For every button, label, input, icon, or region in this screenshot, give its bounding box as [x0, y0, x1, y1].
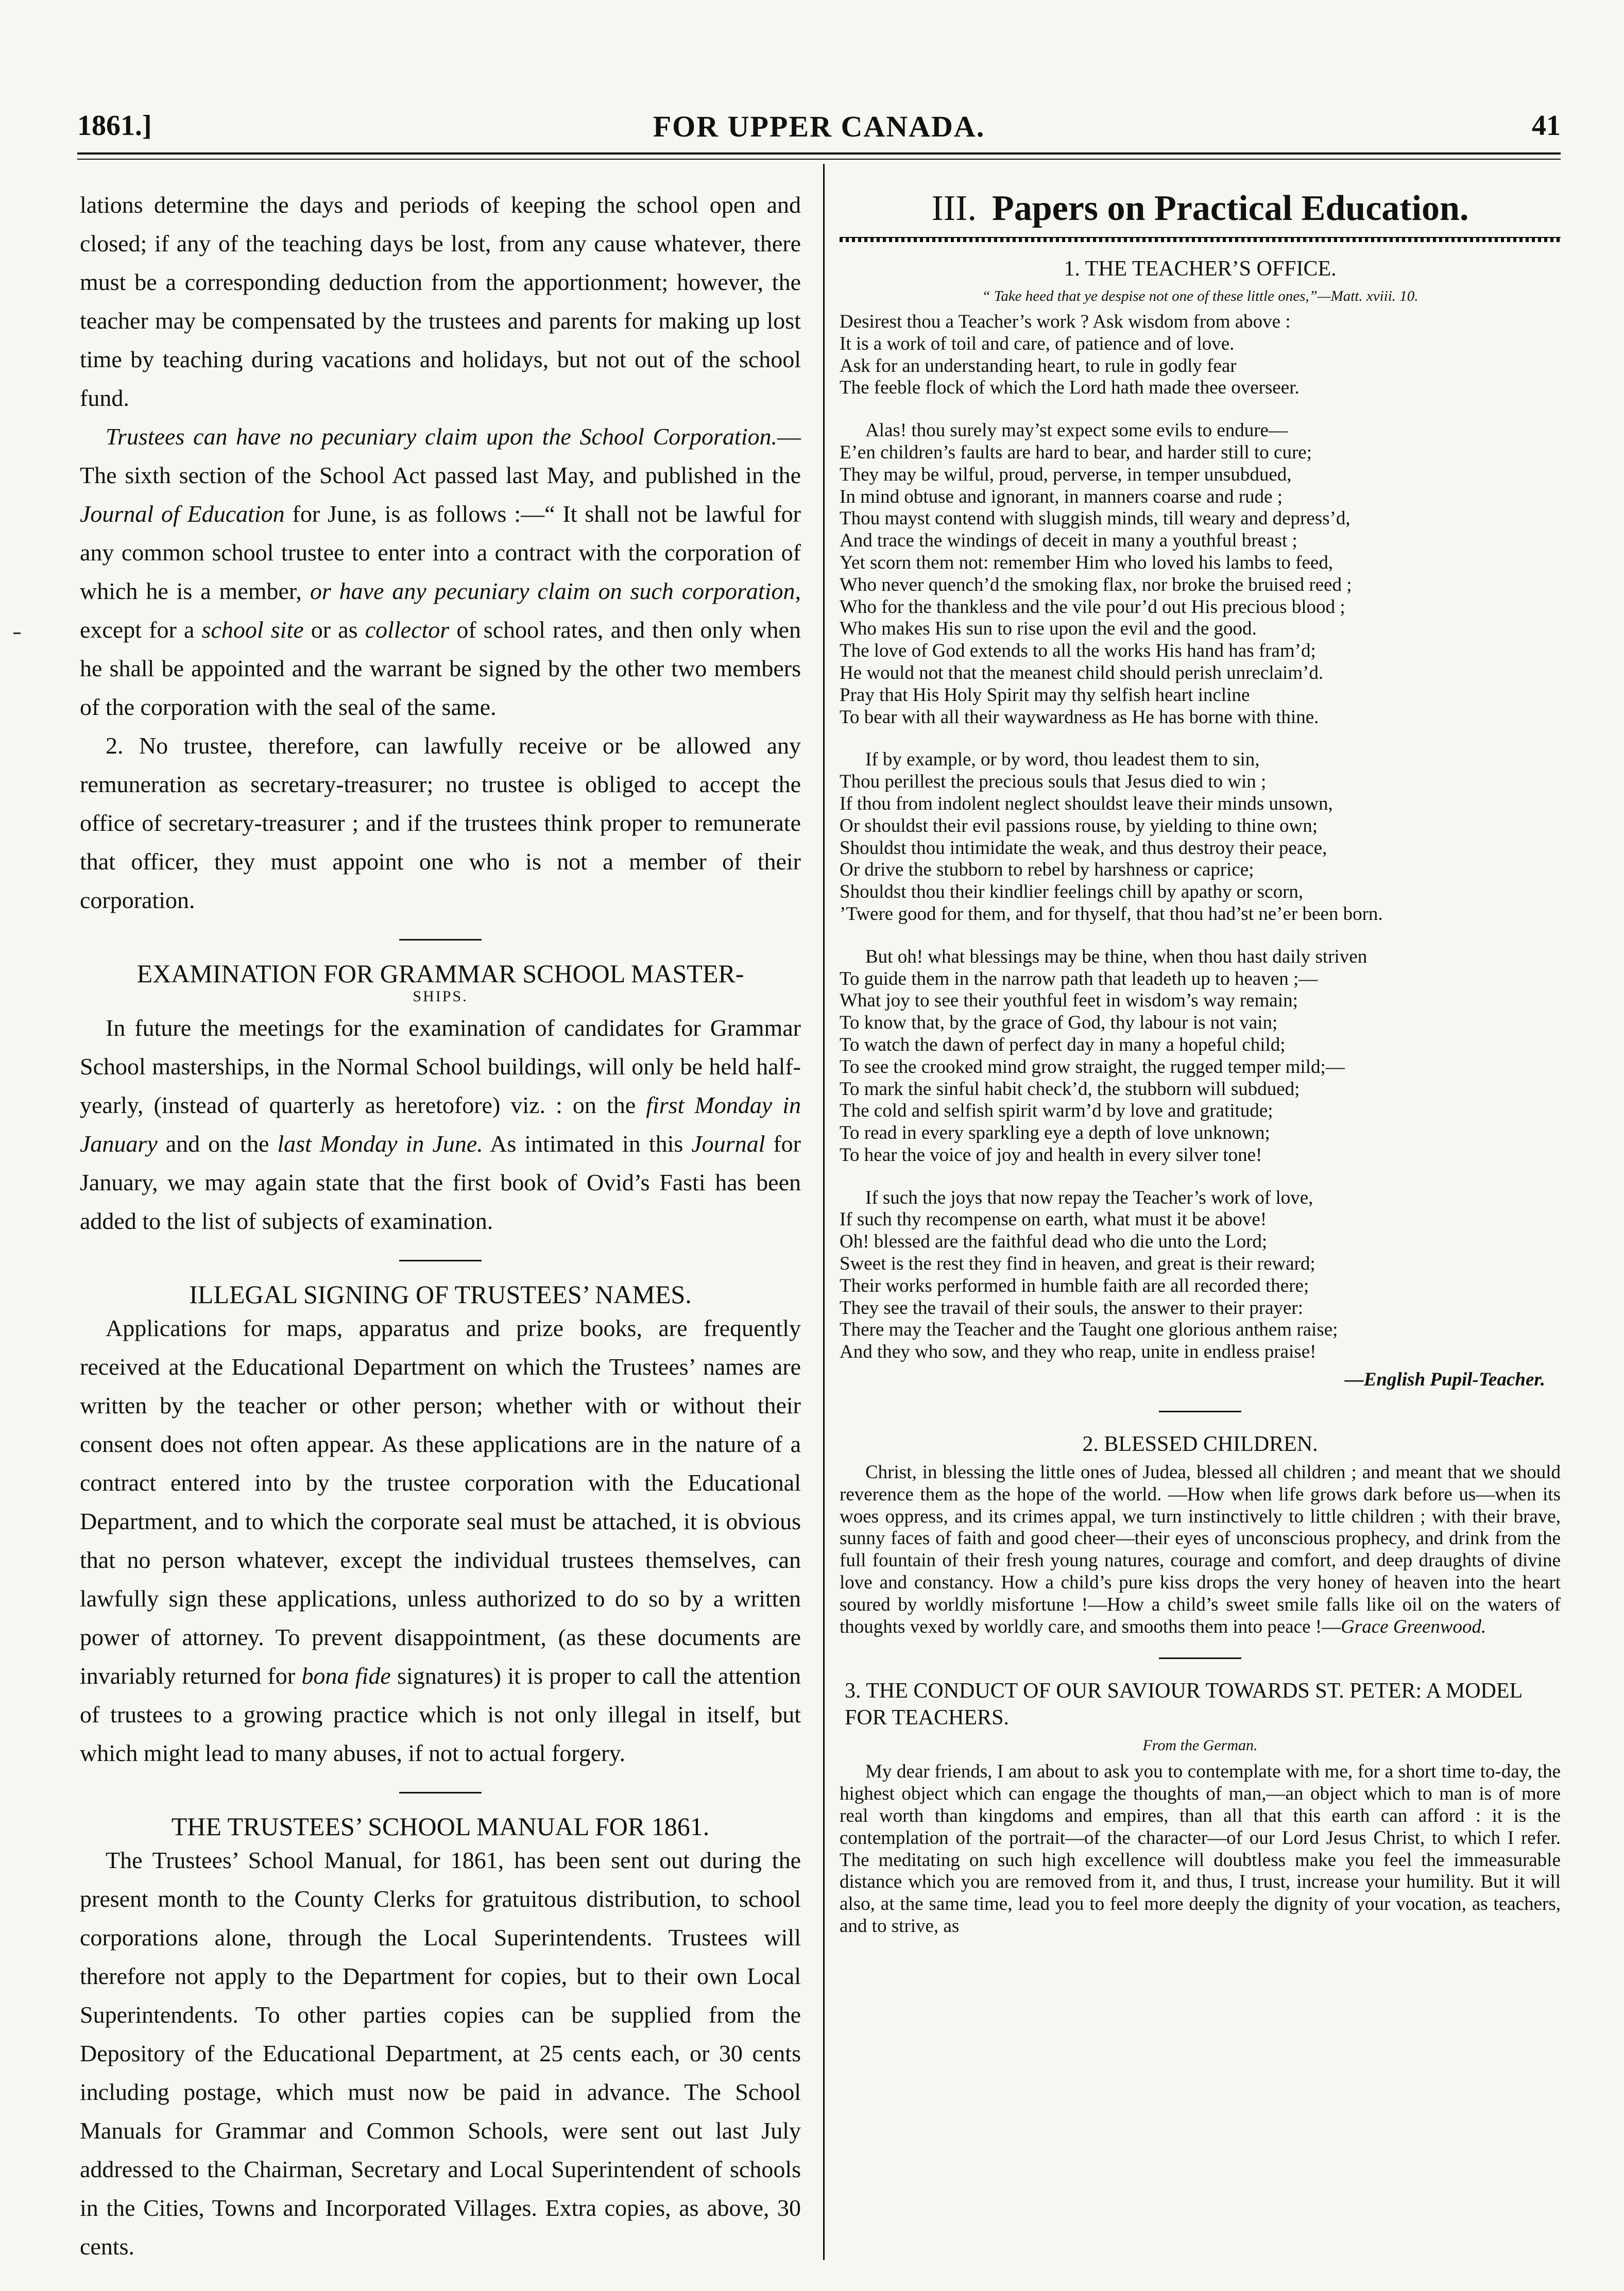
section-rule [399, 939, 482, 941]
exam-run-italic2: last Monday in June. [277, 1131, 483, 1157]
poem-line: The cold and selfish spirit warm’d by love and gratitude; [840, 1100, 1273, 1122]
trustees-paragraph [80, 417, 801, 726]
poem-line: Pray that His Holy Spirit may thy selfish heart incline [840, 684, 1250, 706]
poem-line: If thou from indolent neglect shouldst leave their minds unsown, [840, 793, 1333, 814]
trustees-run-e: of school rates, and then only when he shall be appointed and the warrant be signed by the other two members of the corporation with the seal of the same. [80, 617, 801, 720]
conduct-saviour-source: From the German. [1142, 1737, 1258, 1754]
exam-run-a: In future the meetings for the examination of candidates for Grammar School masterships, in the Normal School buildings, will only be held half-yearly, (instead of quarterly as heretofore) viz. : on the [80, 1015, 801, 1118]
poem-line: Shouldst thou their kindlier feelings chill by apathy or scorn, [840, 881, 1304, 903]
poem-stanza [840, 311, 1561, 399]
illegal-run-a: Applications for maps, apparatus and prize books, are frequently received at the Educational Department on which the Trustees’ names are written by the teacher or other person; whether with or without their consent does not often appear. As these applications are in the nature of a contract entered into by the trustee corporation with the Educational Department, and to which the corporate seal must be attached, it is obvious that no person whatever, except the individual trustees themselves, can lawfully sign these applications, unless authorized to do so by a written power of attorney. To prevent disappointment, (as these documents are invariably returned for [80, 1315, 801, 1689]
poem-line: Who never quench’d the smoking flax, nor broke the bruised reed ; [840, 574, 1352, 595]
page-number: 41 [1532, 110, 1561, 142]
poem-line: To see the crooked mind grow straight, the rugged temper mild;— [840, 1056, 1345, 1078]
manual-section-title: THE TRUSTEES’ SCHOOL MANUAL FOR 1861. [171, 1812, 710, 1841]
exam-paragraph [80, 1008, 801, 1240]
manual-paragraph: The Trustees’ School Manual, for 1861, has been sent out during the present month to the County Clerks for gratuitous distribution, to school corporations alone, through the Local Superintendents. Trustees will therefore not apply to the Department for copies, but to their own Local Superintendents. To other parties copies can be supplied from the Depository of the Educational Department, at 25 cents each, or 30 cents including postage, which must now be paid in advance. The School Manuals for Grammar and Common Schools, were sent out last July addressed to the Chairman, Secretary and Local Superintendent of schools in the Cities, Towns and Incorporated Villages. Extra copies, as above, 30 cents. [80, 1847, 801, 2260]
poem-line: Ask for an understanding heart, to rule in godly fear [840, 355, 1237, 377]
poem-line: And trace the windings of deceit in many a youthful breast ; [840, 530, 1297, 552]
poem-line: But oh! what blessings may be thine, when thou hast daily striven [865, 946, 1367, 967]
exam-run-d: for January, we may again state that the first book of Ovid’s Fasti has been added to the list of subjects of examination. [80, 1131, 801, 1234]
poem-line: ’Twere good for them, and for thyself, that thou had’st ne’er been born. [840, 903, 1383, 925]
conduct-saviour-title: 3. THE CONDUCT OF OUR SAVIOUR TOWARDS ST. PETER: A MODEL FOR TEACHERS. [845, 1679, 1522, 1730]
poem-line: Or drive the stubborn to rebel by harshness or caprice; [840, 859, 1254, 881]
part-heading-text: Papers on Practical Education. [992, 189, 1469, 228]
section-rule [399, 1792, 482, 1793]
teachers-office-title: 1. THE TEACHER’S OFFICE. [1064, 257, 1337, 281]
poem-line: E’en children’s faults are hard to bear, and harder still to cure; [840, 441, 1312, 463]
poem-line: Sweet is the rest they find in heaven, and great is their reward; [840, 1253, 1315, 1275]
poem-line: The love of God extends to all the works His hand has fram’d; [840, 640, 1316, 662]
poem [840, 311, 1561, 1363]
trustees-run-journal: Journal of Education [80, 501, 285, 527]
poem-line: Thou perillest the precious souls that Jesus died to win ; [840, 771, 1267, 793]
poem-stanza [840, 946, 1561, 1167]
poem-line: He would not that the meanest child should perish unreclaim’d. [840, 662, 1324, 683]
poem-line: And they who sow, and they who reap, unite in endless praise! [840, 1341, 1317, 1363]
exam-run-b: and on the [157, 1131, 278, 1157]
blessed-children-text: Christ, in blessing the little ones of Judea, blessed all children ; and meant that we should reverence them as the hope of the world. —How when life grows dark before us—when its woes oppress, and its crimes appal, we turn instinctively to little children ; with their brave, sunny faces of faith and good cheer—their eyes of unconscious prophecy, and drink from the full fountain of their fresh young natures, courage and comfort, and deep draughts of divine love and constancy. How a child’s pure kiss drops the very honey of heaven into the heart soured by worldly misfortune !—How a child’s sweet smile falls like oil on the waters of thoughts vexed by worldly care, and smooths them into peace !— [840, 1462, 1561, 1637]
poem-line: Thou mayst contend with sluggish minds, till weary and depress’d, [840, 508, 1351, 529]
blessed-children-signature: Grace Greenwood. [1341, 1616, 1486, 1637]
exam-section-title-cont: SHIPS. [413, 988, 468, 1005]
poem-line: It is a work of toil and care, of patience and of love. [840, 333, 1235, 354]
poem-line: Or shouldst their evil passions rouse, by yielding to thine own; [840, 815, 1318, 836]
exam-run-italic3: Journal [691, 1131, 765, 1157]
poem-signature: —English Pupil-Teacher. [1344, 1369, 1545, 1391]
poem-line: In mind obtuse and ignorant, in manners coarse and rude ; [840, 486, 1283, 507]
poem-line: If such thy recompense on earth, what must it be above! [840, 1209, 1267, 1230]
ornamental-rule [840, 237, 1561, 242]
header-year: 1861.] [77, 110, 152, 142]
trustees-run-italic2: school site [201, 617, 304, 643]
illegal-run-b: signatures) it is proper to call the attention of trustees to a growing practice which is not only illegal in itself, but which might lead to many abuses, if not to actual forgery. [80, 1663, 801, 1766]
teachers-office-epigraph: “ Take heed that ye despise not one of these little ones,”—Matt. xviii. 10. [982, 288, 1418, 304]
exam-run-c: As intimated in this [483, 1131, 692, 1157]
poem-line: The feeble flock of which the Lord hath made thee overseer. [840, 377, 1300, 399]
section-rule [1159, 1411, 1241, 1412]
trustees-run-title: Trustees can have no pecuniary claim upon the School Corporation. [106, 423, 777, 450]
poem-line: Who makes His sun to rise upon the evil and the good. [840, 618, 1257, 640]
poem-stanza [840, 749, 1561, 925]
poem-stanza [840, 1187, 1561, 1363]
poem-line: To watch the dawn of perfect day in many a hopeful child; [840, 1034, 1286, 1055]
poem-line: Shouldst thou intimidate the weak, and thus destroy their peace, [840, 837, 1327, 859]
left-column [80, 185, 801, 2266]
poem-line: To bear with all their waywardness as He has borne with thine. [840, 706, 1319, 728]
part-heading [840, 185, 1561, 232]
intro-paragraph: lations determine the days and periods of keeping the school open and closed; if any of the teaching days be lost, from any cause whatever, there must be a corresponding deduction from the apportionment; however, the teacher may be compensated by the trustees and parents for making up lost time by teaching during vacations and holidays, but not out of the school fund. [80, 192, 801, 411]
illegal-section-title: ILLEGAL SIGNING OF TRUSTEES’ NAMES. [189, 1280, 692, 1309]
illegal-run-italic: bona fide [301, 1663, 391, 1689]
poem-line: What joy to see their youthful feet in wisdom’s way remain; [840, 990, 1298, 1012]
header-rule-thin [77, 159, 1561, 160]
poem-line: To know that, by the grace of God, thy labour is not vain; [840, 1012, 1278, 1034]
section-rule [399, 1260, 482, 1261]
poem-line: To hear the voice of joy and health in every silver tone! [840, 1144, 1262, 1166]
poem-line: To guide them in the narrow path that leadeth up to heaven ;— [840, 968, 1318, 989]
trustees-run-a: —The sixth section of the School Act passed last May, and published in the [80, 423, 801, 488]
poem-stanza [840, 420, 1561, 728]
trustees-run-d: or as [303, 617, 365, 643]
poem-line: To read in every sparkling eye a depth of love unknown; [840, 1122, 1270, 1144]
trustees-paragraph-2: 2. No trustee, therefore, can lawfully receive or be allowed any remuneration as secretary-treasurer; no trustee is obliged to accept the office of secretary-treasurer ; and if the trustees think proper to remunerate that officer, they must appoint one who is not a member of their corporation. [80, 732, 801, 913]
illegal-paragraph [80, 1309, 801, 1772]
poem-line: To mark the sinful habit check’d, the stubborn will subdued; [840, 1078, 1300, 1100]
poem-line: If such the joys that now repay the Teacher’s work of love, [865, 1187, 1313, 1208]
trustees-run-italic1: or have any pecuniary claim on such corporation, [310, 578, 801, 604]
trustees-run-c: except for a [80, 617, 202, 643]
column-divider [823, 164, 825, 2260]
header-title: FOR UPPER CANADA. [653, 110, 985, 143]
margin-mark [13, 632, 21, 634]
right-column [840, 185, 1561, 1938]
trustees-run-b: for June, is as follows :—“ It shall not be lawful for any common school trustee to enter into a contract with the corporation of which he is a member, [80, 501, 801, 604]
conduct-saviour-paragraph: My dear friends, I am about to ask you to contemplate with me, for a short time to-day, the highest object which can engage the thoughts of man,—an object which to man is of more real worth than kingdoms and empires, than all that this earth can afford : it is the contemplation of the portrait—of the character—of our Lord Jesus Christ, to which I refer. The meditating on such high excellence will doubtless make you feel the immeasurable distance which you are removed from it, and thus, I trust, increase your humility. But it will also, at the same time, lead you to feel more deeply the dignity of your vocation, as teachers, and to strive, as [840, 1761, 1561, 1937]
blessed-children-title: 2. BLESSED CHILDREN. [1082, 1432, 1318, 1457]
poem-line: Oh! blessed are the faithful dead who die unto the Lord; [840, 1231, 1268, 1253]
section-rule [1159, 1657, 1241, 1659]
trustees-run-italic3: collector [365, 617, 450, 643]
exam-run-italic1: first Monday in January [80, 1092, 801, 1157]
poem-line: Desirest thou a Teacher’s work ? Ask wisdom from above : [840, 311, 1291, 332]
running-header [77, 109, 1561, 145]
poem-line: There may the Teacher and the Taught one glorious anthem raise; [840, 1319, 1338, 1341]
header-rule-thick [77, 152, 1561, 155]
exam-section-title: EXAMINATION FOR GRAMMAR SCHOOL MASTER- [136, 959, 744, 988]
blessed-children-paragraph [840, 1462, 1561, 1638]
poem-line: They see the travail of their souls, the answer to their prayer: [840, 1297, 1304, 1319]
poem-line: Their works performed in humble faith are all recorded there; [840, 1275, 1309, 1296]
part-numeral: III. [931, 189, 977, 228]
poem-line: If by example, or by word, thou leadest them to sin, [865, 749, 1260, 771]
poem-line: Yet scorn them not: remember Him who loved his lambs to feed, [840, 552, 1334, 573]
poem-line: They may be wilful, proud, perverse, in temper unsubdued, [840, 464, 1292, 485]
poem-line: Alas! thou surely may’st expect some evils to endure— [865, 420, 1288, 441]
poem-line: Who for the thankless and the vile pour’d out His precious blood ; [840, 596, 1345, 618]
